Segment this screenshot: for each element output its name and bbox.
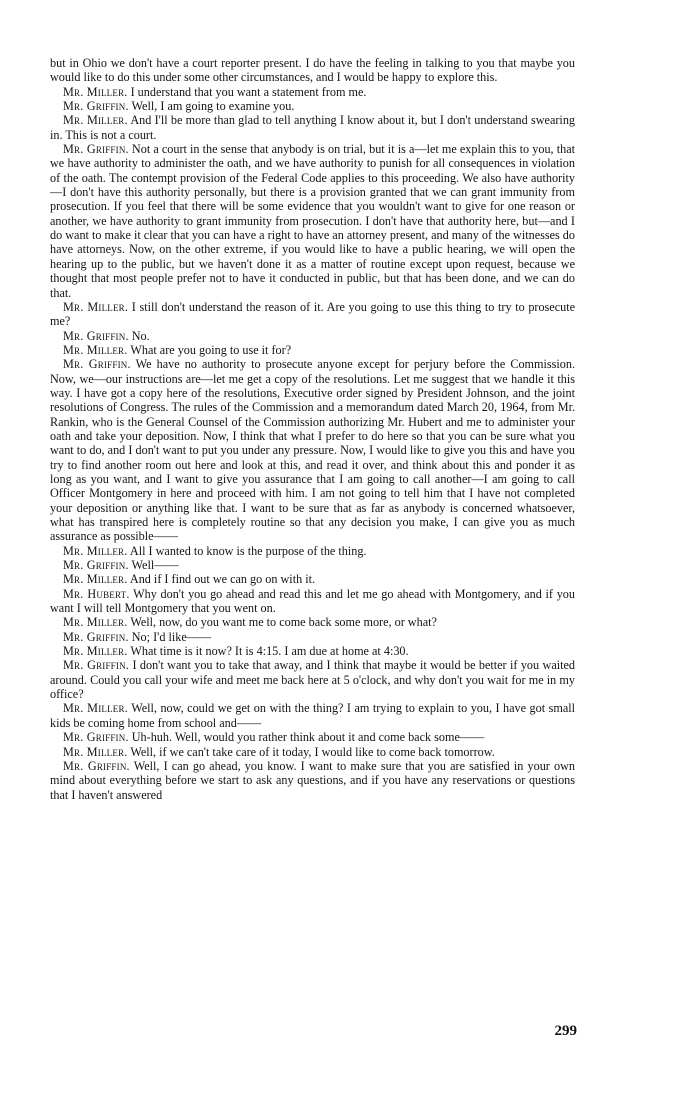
testimony-paragraph	[50, 759, 575, 802]
testimony-paragraph	[50, 701, 575, 730]
speaker-name: Mr. Miller.	[63, 701, 128, 716]
testimony-paragraph	[50, 113, 575, 142]
opening-paragraph: but in Ohio we don't have a court reporter present. I do have the feeling in talking to you that maybe you would like to do this under some other circumstances, and I would be happy to explore this.	[50, 56, 575, 85]
speech-text: Well, now, do you want me to come back some more, or what?	[130, 615, 437, 630]
testimony-paragraph	[50, 544, 575, 558]
speaker-name: Mr. Griffin.	[63, 629, 129, 644]
testimony-paragraph	[50, 329, 575, 343]
transcript-body	[50, 56, 575, 802]
testimony-paragraph	[50, 357, 575, 543]
speaker-name: Mr. Miller.	[63, 84, 128, 99]
speech-text: I don't want you to take that away, and I think that maybe it would be better if you waited around. Could you call your wife and meet me back here at 5 o'clock, and why don't you wait for me in my office?	[50, 658, 576, 702]
speaker-name: Mr. Griffin.	[63, 99, 129, 114]
speaker-name: Mr. Griffin.	[63, 142, 129, 157]
testimony-paragraph	[50, 745, 575, 759]
speech-text: Well, now, could we get on with the thing? I am trying to explain to you, I have got small kids be coming home from school and——	[50, 701, 575, 730]
speech-text: And I'll be more than glad to tell anything I know about it, but I don't understand swearing in. This is not a court.	[50, 113, 576, 142]
testimony-paragraph	[50, 630, 575, 644]
speech-text: Well, I am going to examine you.	[131, 99, 295, 114]
speaker-name: Mr. Miller.	[63, 744, 128, 759]
speech-text: What are you going to use it for?	[130, 342, 292, 357]
testimony-paragraph	[50, 730, 575, 744]
speech-text: I still don't understand the reason of it. Are you going to use this thing to try to prosecute me?	[50, 299, 576, 329]
speech-text: Well, I can go ahead, you know. I want to make sure that you are satisfied in your own mind about everything before we start to ask any questions, and if you have any reservations or questions that I haven't answered	[50, 758, 575, 802]
testimony-paragraph	[50, 142, 575, 300]
speaker-name: Mr. Griffin.	[63, 730, 129, 745]
speech-text: Well——	[131, 558, 179, 573]
speech-text: Uh-huh. Well, would you rather think about it and come back some——	[131, 730, 485, 745]
testimony-paragraph	[50, 644, 575, 658]
speaker-name: Mr. Miller.	[63, 615, 128, 630]
speech-text: No.	[131, 328, 150, 343]
speaker-name: Mr. Griffin.	[63, 558, 129, 573]
speaker-name: Mr. Griffin.	[63, 357, 131, 372]
speaker-name: Mr. Miller.	[63, 644, 128, 659]
speech-text: We have no authority to prosecute anyone except for perjury before the Commission. Now, we—our instructions are—let me get a copy of the resolutions. Let me suggest that we handle it this way. I have got a copy here of the resolutions, Executive order signed by President Johnson, and the joint resolutions of Congress. The rules of the Commission and a memorandum dated March 20, 1964, from Mr. Rankin, who is the General Counsel of the Commission authorizing Mr. Hubert and me to administer your oath and take your deposition. Now, I think that what I prefer to do here so that you can be sure what you want to do, and I don't want to put you under any pressure. Now, I would like to give you this and have you try to find another room out here and look at this, and read it over, and think about this and ponder it as long as you want, and I want to give you assurance that I am going to call another—I am going to call Officer Montgomery in here and proceed with him. I am not going to tell him that I have not completed your deposition or anything like that. I want to be sure that as far as anybody is concerned whatsoever, what has transpired here is completely routine so that any decision you make, I can give you as much assurance as possible——	[50, 357, 575, 544]
page-number: 299	[554, 1023, 577, 1039]
speaker-name: Mr. Griffin.	[63, 758, 130, 773]
testimony-paragraph	[50, 587, 575, 616]
testimony-paragraph	[50, 572, 575, 586]
testimony-paragraph	[50, 658, 575, 701]
speech-text: Why don't you go ahead and read this and let me go ahead with Montgomery, and if you want I will tell Montgomery that you went on.	[50, 586, 575, 616]
testimony-paragraph	[50, 85, 575, 99]
speaker-name: Mr. Miller.	[63, 572, 128, 587]
speaker-name: Mr. Hubert.	[63, 586, 130, 601]
speaker-name: Mr. Griffin.	[63, 328, 129, 343]
speech-text: All I wanted to know is the purpose of the thing.	[129, 543, 367, 558]
speech-text: No; I'd like——	[131, 629, 212, 644]
speaker-name: Mr. Miller.	[63, 113, 128, 128]
speaker-name: Mr. Miller.	[63, 342, 128, 357]
speaker-name: Mr. Miller.	[63, 299, 129, 314]
testimony-paragraph	[50, 99, 575, 113]
testimony-paragraph	[50, 300, 575, 329]
testimony-paragraphs	[50, 85, 575, 802]
speaker-name: Mr. Miller.	[63, 543, 128, 558]
testimony-paragraph	[50, 615, 575, 629]
speech-text: Not a court in the sense that anybody is on trial, but it is a—let me explain this to you, that we have authority to administer the oath, and we have authority to punish for all consequences in violation of the oath. The contempt provision of the Federal Code applies to this proceeding. We also have authority—I don't have this authority personally, but there is a provision granted that we can grant immunity from prosecution. If you feel that there will be some evidence that you wouldn't want to give for one reason or another, we have authority to grant immunity from prosecution. I don't have that authority here, but—and I do want to make it clear that you can have a right to have an attorney present, and many of the witnesses do have attorneys. Now, on the other extreme, if you would like to have a public hearing, we will open the hearing up to the public, but we haven't done it as a matter of routine except upon request, because we thought that most people prefer not to have it conducted in public, but that has been done, and we can do that.	[50, 142, 575, 300]
speech-text: Well, if we can't take care of it today, I would like to come back tomorrow.	[130, 744, 495, 759]
speech-text: What time is it now? It is 4:15. I am due at home at 4:30.	[130, 644, 409, 659]
speech-text: And if I find out we can go on with it.	[129, 572, 316, 587]
testimony-paragraph	[50, 558, 575, 572]
speech-text: I understand that you want a statement from me.	[130, 84, 367, 99]
speaker-name: Mr. Griffin.	[63, 658, 130, 673]
testimony-paragraph	[50, 343, 575, 357]
